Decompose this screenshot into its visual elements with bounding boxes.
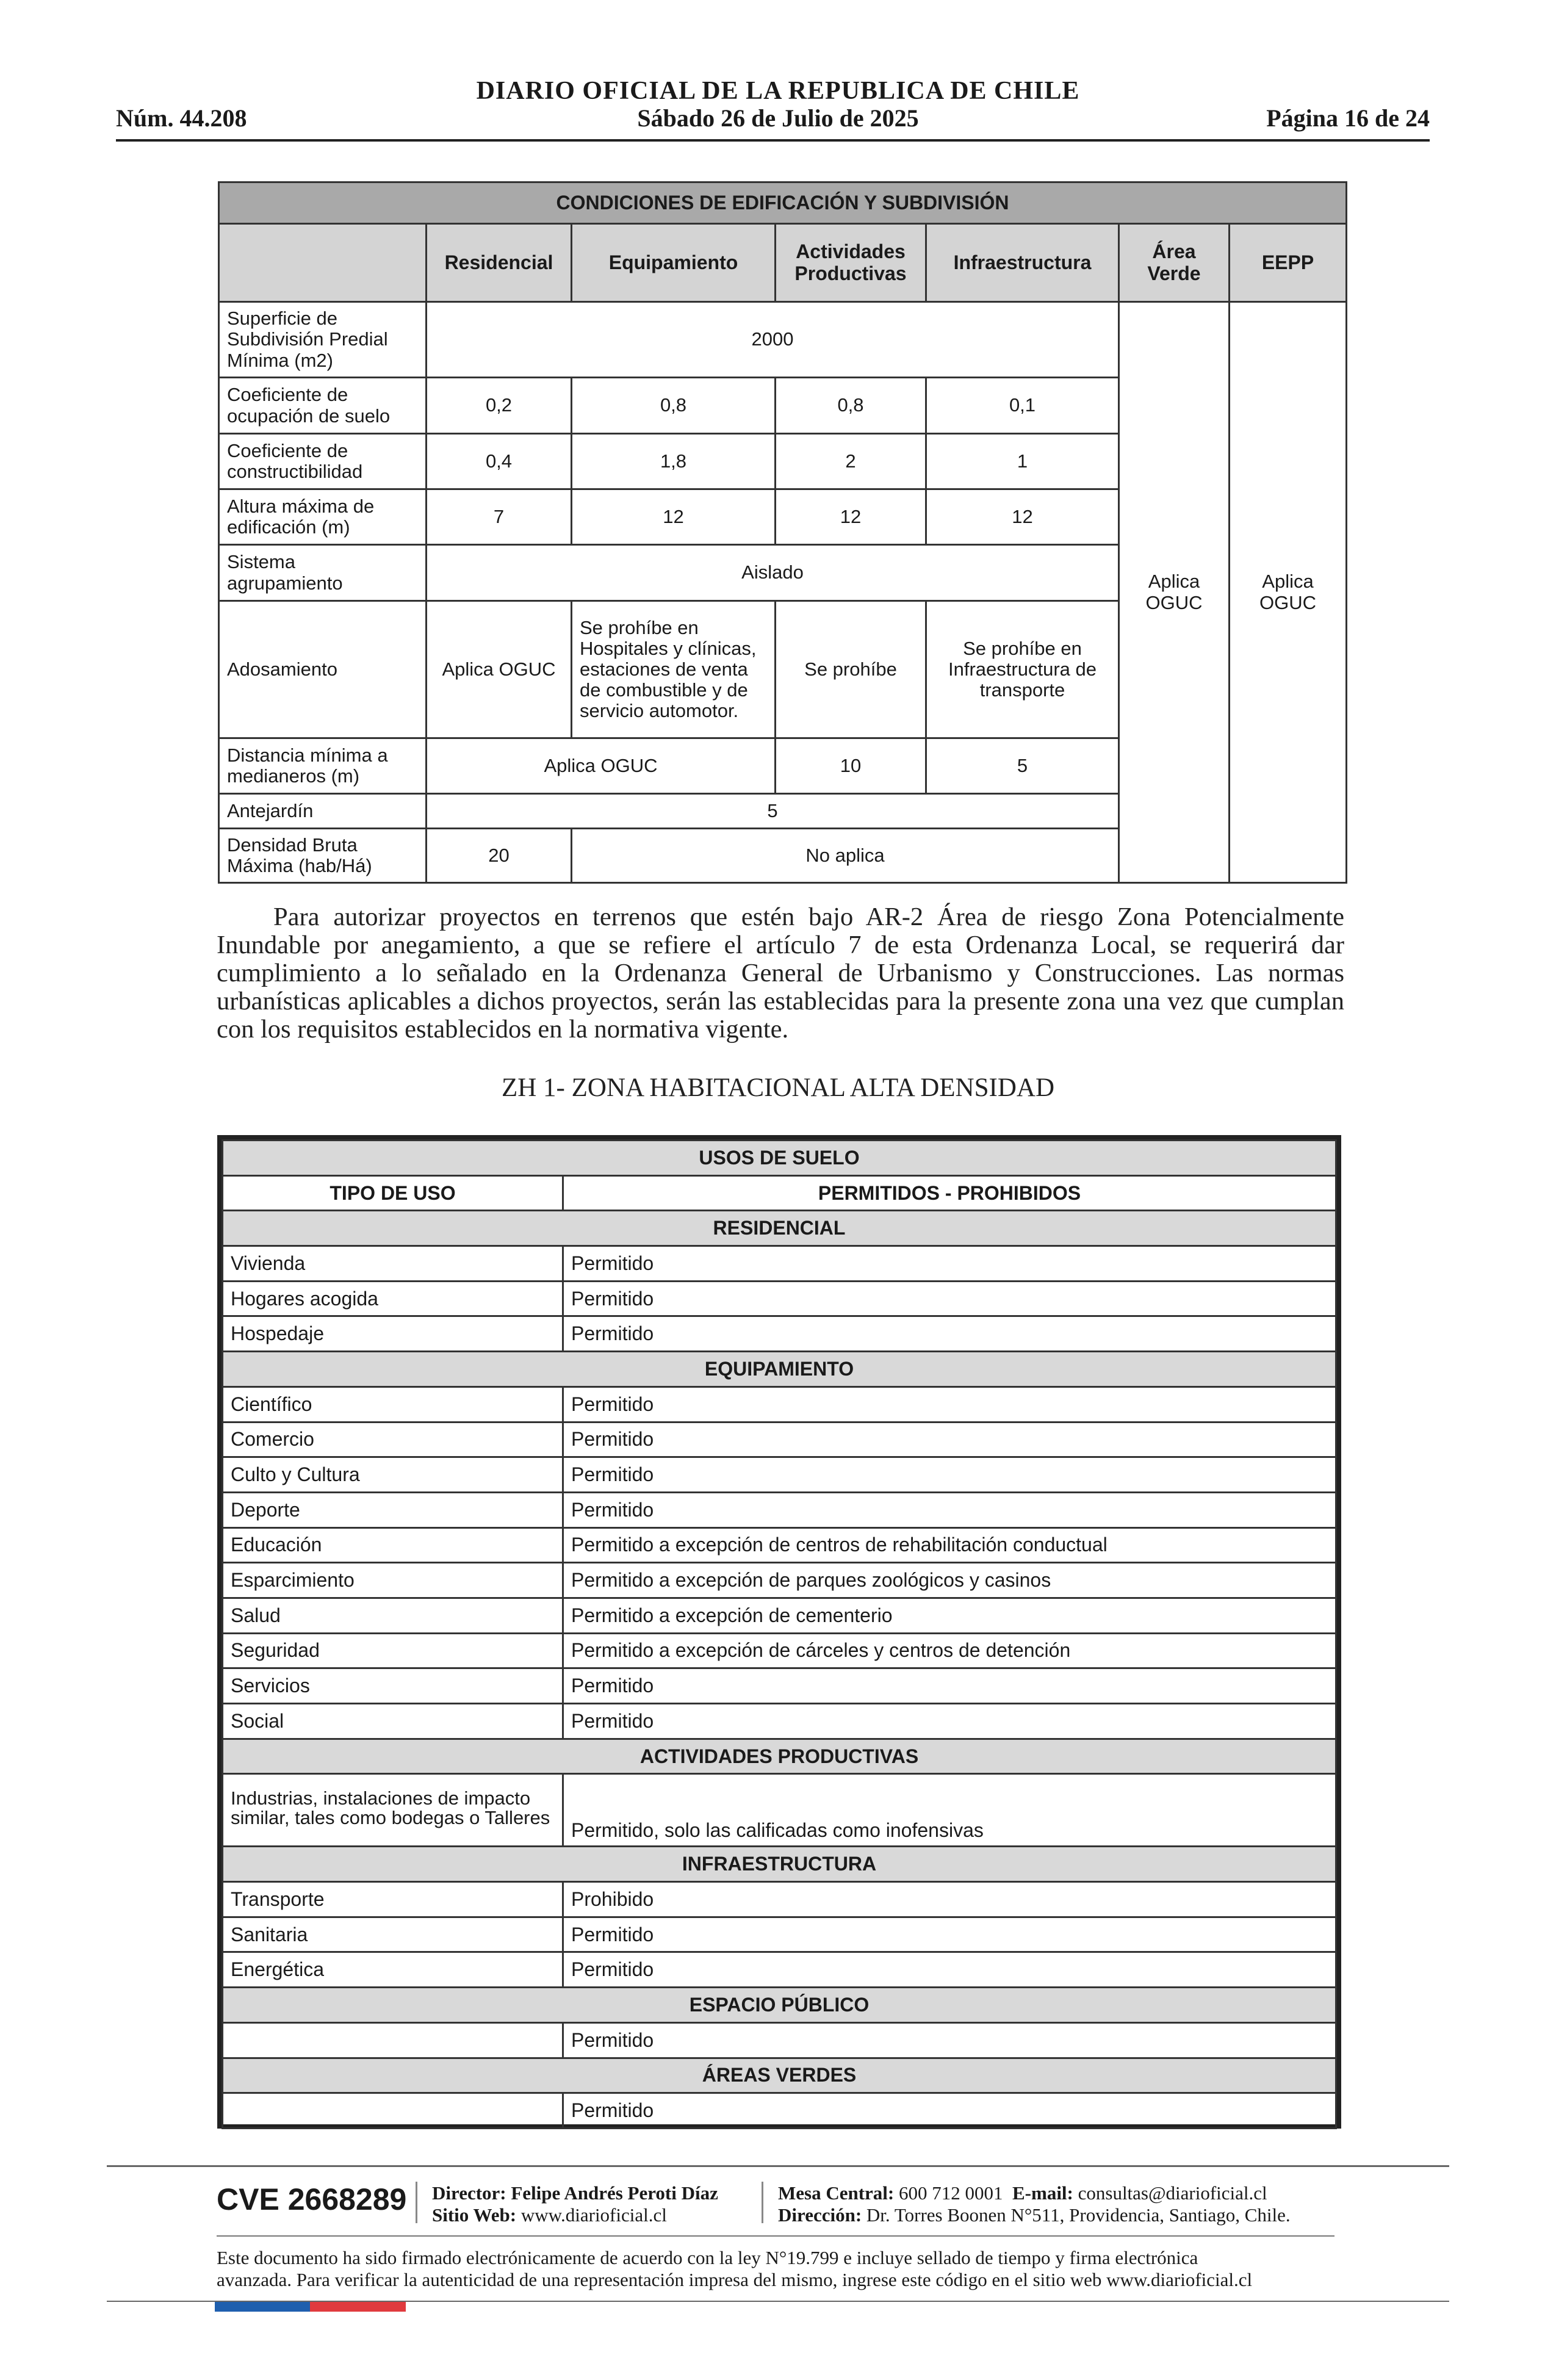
body-paragraph <box>217 903 1344 1044</box>
table-cell: 5 <box>427 794 1119 829</box>
use-status-cell: Permitido <box>563 1246 1336 1282</box>
footer-contact-block <box>778 2182 1291 2226</box>
table-cell: 0,1 <box>926 378 1119 434</box>
use-type-cell: Industrias, instalaciones de impacto similar, tales como bodegas o Talleres <box>223 1774 563 1847</box>
table-cell: Se prohíbe en Hospitales y clínicas, estaciones de venta de combustible y de servicio automotor. <box>572 601 776 738</box>
section-header: RESIDENCIAL <box>223 1211 1336 1246</box>
table-cell: 20 <box>427 829 572 883</box>
flag-stripe-red <box>310 2302 406 2312</box>
use-type-cell: Hospedaje <box>223 1316 563 1352</box>
table-cell: 1 <box>926 434 1119 489</box>
email-label: E-mail: <box>1012 2182 1073 2204</box>
use-status-cell: Permitido a excepción de parques zoológicos y casinos <box>563 1563 1336 1598</box>
table-cell: 0,8 <box>572 378 776 434</box>
use-type-cell: Hogares acogida <box>223 1281 563 1316</box>
newspaper-title: DIARIO OFICIAL DE LA REPUBLICA DE CHILE <box>476 77 1080 105</box>
table-caption: CONDICIONES DE EDIFICACIÓN Y SUBDIVISIÓN <box>219 182 1347 224</box>
row-label: Coeficiente de constructibilidad <box>219 434 427 489</box>
use-type-cell: Culto y Cultura <box>223 1457 563 1493</box>
director-line <box>432 2182 718 2204</box>
table-cell: Se prohíbe en Infraestructura de transporte <box>926 601 1119 738</box>
flag-stripe-blue <box>215 2302 310 2312</box>
table-row <box>223 1704 1336 1739</box>
cve-code: CVE 2668289 <box>217 2182 407 2216</box>
row-label: Antejardín <box>219 794 427 829</box>
use-status-cell: Permitido <box>563 1457 1336 1493</box>
website-label: Sitio Web: <box>432 2204 517 2226</box>
website-line <box>432 2204 718 2226</box>
table-cell: 7 <box>427 489 572 545</box>
table-row <box>223 1457 1336 1493</box>
mesa-line <box>778 2182 1291 2204</box>
signature-note-line: avanzada. Para verificar la autenticidad de una representación impresa del mismo, ingrese este código en el sitio web www.diarioficial.cl <box>217 2269 1253 2290</box>
col-permitidos: PERMITIDOS - PROHIBIDOS <box>563 1175 1336 1211</box>
signature-note-line: Este documento ha sido firmado electrónicamente de acuerdo con la ley N°19.799 e incluye sellado de tiempo y firma electrónica <box>217 2247 1198 2268</box>
footer-director-block <box>432 2182 718 2226</box>
table-row <box>223 1774 1336 1847</box>
table-row <box>223 1563 1336 1598</box>
land-use-table <box>222 1139 1337 2129</box>
email-link[interactable]: consultas@diarioficial.cl <box>1078 2182 1267 2204</box>
table-row <box>223 1246 1336 1282</box>
table-cell: 2 <box>776 434 926 489</box>
use-status-cell: Permitido a excepción de centros de rehabilitación conductual <box>563 1527 1336 1563</box>
table-cell: 12 <box>926 489 1119 545</box>
table-row <box>223 1598 1336 1633</box>
section-header: ÁREAS VERDES <box>223 2058 1336 2093</box>
page-number: Página 16 de 24 <box>1266 104 1430 132</box>
building-conditions-table <box>218 181 1347 884</box>
row-label <box>219 545 427 601</box>
paragraph-text: Para autorizar proyectos en terrenos que estén bajo AR-2 Área de riesgo Zona Potencialmente Inundable por anegamiento, a que se refiere el artículo 7 de esta Ordenanza Local, se requerirá dar cumplimiento a lo señalado en la Ordenanza General de Urbanismo y Construcciones. Las normas urbanísticas aplicables a dichos proyectos, serán las establecidas para la presente zona una vez que cumplan con los requisitos establecidos en la normativa vigente. <box>217 903 1344 1044</box>
section-header: ACTIVIDADES PRODUCTIVAS <box>223 1739 1336 1774</box>
row-label-text: Sistema agrupamiento <box>227 551 343 594</box>
use-type-cell <box>223 2022 563 2058</box>
header-divider <box>116 139 1430 142</box>
area-verde-cell: Aplica OGUC <box>1119 302 1230 883</box>
table-cell: 0,4 <box>427 434 572 489</box>
use-type-cell: Social <box>223 1704 563 1739</box>
use-type-cell: Sanitaria <box>223 1917 563 1952</box>
use-type-cell: Científico <box>223 1387 563 1422</box>
col-area-verde <box>1119 224 1230 302</box>
use-status-cell: Permitido <box>563 1917 1336 1952</box>
address-line <box>778 2204 1291 2226</box>
footer-separator <box>416 2182 417 2223</box>
table-cell: 0,2 <box>427 378 572 434</box>
table-row <box>223 1952 1336 1988</box>
mesa-phone: 600 712 0001 <box>899 2182 1003 2204</box>
address-label: Dirección: <box>778 2204 862 2226</box>
table-row <box>223 1633 1336 1668</box>
table-row <box>223 1668 1336 1704</box>
eepp-cell: Aplica OGUC <box>1230 302 1347 883</box>
col-equipamiento: Equipamiento <box>572 224 776 302</box>
table-cell: 10 <box>776 738 926 794</box>
table-cell: Se prohíbe <box>776 601 926 738</box>
col-actividades-label: Actividades Productivas <box>794 240 907 284</box>
section-header: INFRAESTRUCTURA <box>223 1847 1336 1882</box>
footer-top-rule <box>107 2165 1449 2167</box>
table-cell: 12 <box>572 489 776 545</box>
use-type-cell: Energética <box>223 1952 563 1988</box>
table-row <box>223 1917 1336 1952</box>
use-status-cell: Permitido a excepción de cárceles y centros de detención <box>563 1633 1336 1668</box>
table-cell: Aplica OGUC <box>427 738 776 794</box>
use-status-cell: Permitido a excepción de cementerio <box>563 1598 1336 1633</box>
table-row <box>223 1387 1336 1422</box>
use-type-cell: Vivienda <box>223 1246 563 1282</box>
table-corner <box>219 224 427 302</box>
table-cell: 1,8 <box>572 434 776 489</box>
section-header: EQUIPAMIENTO <box>223 1352 1336 1387</box>
address-text: Dr. Torres Boonen N°511, Providencia, Santiago, Chile. <box>866 2204 1291 2226</box>
land-use-table-body <box>223 1141 1336 2129</box>
use-type-cell: Servicios <box>223 1668 563 1704</box>
use-status-cell: Permitido <box>563 2022 1336 2058</box>
table-cell: 0,8 <box>776 378 926 434</box>
footer-mid-rule <box>217 2235 1334 2237</box>
use-status-cell: Permitido <box>563 1316 1336 1352</box>
signature-note <box>217 2247 1376 2291</box>
issue-date: Sábado 26 de Julio de 2025 <box>637 104 919 132</box>
use-status-cell: Permitido <box>563 1704 1336 1739</box>
use-type-cell: Educación <box>223 1527 563 1563</box>
row-label: Distancia mínima a medianeros (m) <box>219 738 427 794</box>
table-row <box>223 2022 1336 2058</box>
col-actividades <box>776 224 926 302</box>
use-type-cell: Transporte <box>223 1882 563 1917</box>
table-row <box>223 1492 1336 1527</box>
table-cell: Aislado <box>427 545 1119 601</box>
section-header: ESPACIO PÚBLICO <box>223 1988 1336 2023</box>
row-label: Adosamiento <box>219 601 427 738</box>
col-residencial: Residencial <box>427 224 572 302</box>
use-type-cell: Deporte <box>223 1492 563 1527</box>
issue-number: Núm. 44.208 <box>116 104 247 132</box>
table-row <box>223 1882 1336 1917</box>
row-label: Altura máxima de edificación (m) <box>219 489 427 545</box>
director-name: Felipe Andrés Peroti Díaz <box>511 2182 718 2204</box>
table-cell: Aplica OGUC <box>427 601 572 738</box>
website-link[interactable]: www.diarioficial.cl <box>520 2204 667 2226</box>
table-cell: 5 <box>926 738 1119 794</box>
use-status-cell: Permitido <box>563 1387 1336 1422</box>
use-status-cell: Permitido <box>563 1281 1336 1316</box>
director-label: Director: <box>432 2182 506 2204</box>
mesa-label: Mesa Central: <box>778 2182 895 2204</box>
row-label: Superficie de Subdivisión Predial Mínima (m2) <box>219 302 427 378</box>
zone-title: ZH 1- ZONA HABITACIONAL ALTA DENSIDAD <box>501 1073 1055 1102</box>
use-status-cell: Permitido, solo las calificadas como inofensivas <box>563 1774 1336 1847</box>
use-type-cell: Comercio <box>223 1422 563 1457</box>
use-status-cell: Permitido <box>563 2093 1336 2129</box>
use-type-cell: Seguridad <box>223 1633 563 1668</box>
table-row <box>223 1527 1336 1563</box>
land-use-caption: USOS DE SUELO <box>223 1141 1336 1176</box>
table-cell: 2000 <box>427 302 1119 378</box>
table-row <box>223 1422 1336 1457</box>
table-cell: No aplica <box>572 829 1119 883</box>
use-type-cell <box>223 2093 563 2129</box>
col-area-verde-label: Área Verde <box>1147 240 1201 284</box>
use-type-cell: Salud <box>223 1598 563 1633</box>
table-cell: 12 <box>776 489 926 545</box>
table-row <box>223 2093 1336 2129</box>
table-row <box>223 1281 1336 1316</box>
footer-separator <box>762 2182 763 2223</box>
use-status-cell: Permitido <box>563 1422 1336 1457</box>
use-type-cell: Esparcimiento <box>223 1563 563 1598</box>
land-use-table-frame <box>217 1135 1341 2129</box>
col-tipo-uso: TIPO DE USO <box>223 1175 563 1211</box>
row-label: Coeficiente de ocupación de suelo <box>219 378 427 434</box>
table-row <box>223 1316 1336 1352</box>
use-status-cell: Permitido <box>563 1668 1336 1704</box>
col-eepp: EEPP <box>1230 224 1347 302</box>
use-status-cell: Permitido <box>563 1492 1336 1527</box>
col-infraestructura: Infraestructura <box>926 224 1119 302</box>
use-status-cell: Permitido <box>563 1952 1336 1988</box>
use-status-cell: Prohibido <box>563 1882 1336 1917</box>
row-label: Densidad Bruta Máxima (hab/Há) <box>219 829 427 883</box>
